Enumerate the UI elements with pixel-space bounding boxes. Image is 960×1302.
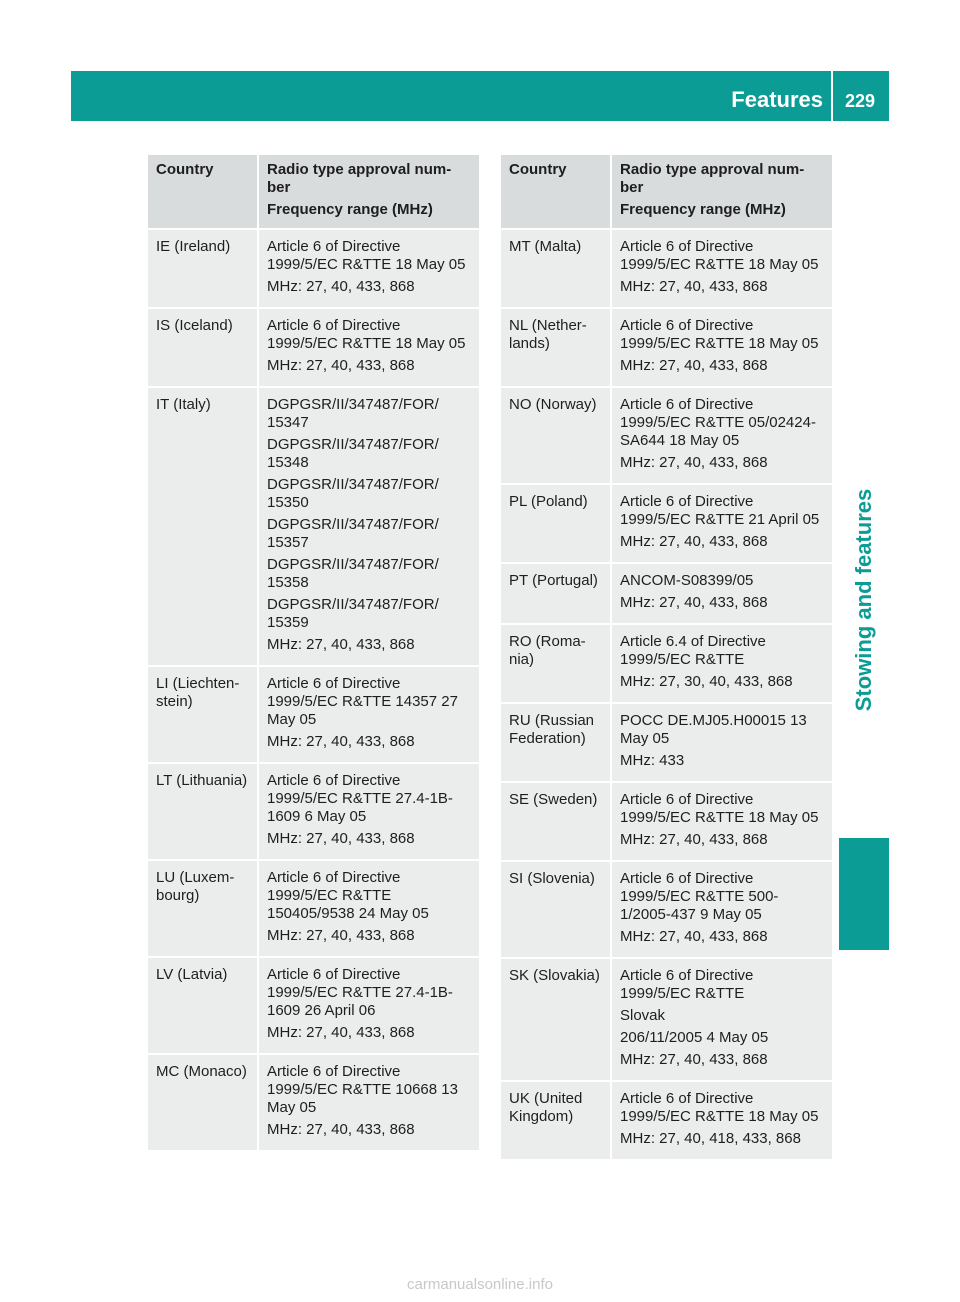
table-row [501, 484, 832, 563]
approval-line: Article 6 of Directive 1999/5/EC R&TTE 18 May 05 [620, 791, 819, 826]
country-cell: LT (Lithuania) [148, 763, 258, 860]
approval-line: MHz: 27, 40, 433, 868 [620, 533, 768, 550]
approval-line: DGPGSR/II/347487/FOR/ 15350 [267, 476, 439, 511]
page-number: 229 [845, 91, 876, 111]
country-cell: LU (Luxem-bourg) [148, 860, 258, 957]
approval-line: Article 6 of Directive 1999/5/EC R&TTE 10668 13 May 05 [267, 1063, 458, 1116]
approval-cell [258, 957, 479, 1054]
country-cell: IE (Ireland) [148, 229, 258, 308]
approval-line: Article 6 of Directive 1999/5/EC R&TTE [620, 967, 754, 1002]
approval-cell [611, 958, 832, 1081]
approval-table-left [148, 155, 479, 1150]
approval-cell [258, 666, 479, 763]
approval-line: MHz: 27, 40, 433, 868 [267, 278, 415, 295]
country-cell: NL (Nether-lands) [501, 308, 611, 387]
table-row [501, 563, 832, 624]
approval-cell [258, 1054, 479, 1150]
approval-line: ANCOM-S08399/05 [620, 572, 754, 589]
approval-cell [258, 229, 479, 308]
approval-column-header [258, 155, 479, 229]
approval-line: MHz: 27, 40, 433, 868 [620, 928, 768, 945]
header-divider [831, 71, 833, 121]
country-cell: SI (Slovenia) [501, 861, 611, 958]
section-title: Features [731, 87, 823, 112]
approval-line: MHz: 27, 40, 433, 868 [620, 1051, 768, 1068]
country-cell: IT (Italy) [148, 387, 258, 666]
table-row [148, 763, 479, 860]
approval-line: 206/11/2005 4 May 05 [620, 1029, 769, 1046]
country-column-header: Country [501, 155, 611, 229]
frequency-header-line: Frequency range (MHz) [620, 201, 786, 218]
approval-line: MHz: 27, 40, 433, 868 [620, 357, 768, 374]
table-header-row [148, 155, 479, 229]
approval-header-line: Radio type approval num-ber [620, 161, 805, 196]
country-cell: MC (Monaco) [148, 1054, 258, 1150]
table-row [501, 229, 832, 308]
approval-line: DGPGSR/II/347487/FOR/ 15357 [267, 516, 439, 551]
table-row [148, 957, 479, 1054]
approval-line: Article 6 of Directive 1999/5/EC R&TTE 21 April 05 [620, 493, 820, 528]
approval-line: MHz: 27, 40, 433, 868 [620, 278, 768, 295]
approval-line: DGPGSR/II/347487/FOR/ 15358 [267, 556, 439, 591]
approval-header-line: Radio type approval num-ber [267, 161, 452, 196]
country-cell: RO (Roma-nia) [501, 624, 611, 703]
approval-line: MHz: 27, 40, 433, 868 [267, 733, 415, 750]
approval-cell [258, 860, 479, 957]
approval-line: DGPGSR/II/347487/FOR/ 15347 [267, 396, 439, 431]
country-cell: PT (Portugal) [501, 563, 611, 624]
country-cell: MT (Malta) [501, 229, 611, 308]
table-body [148, 229, 479, 1150]
frequency-header-line: Frequency range (MHz) [267, 201, 433, 218]
table-row [501, 624, 832, 703]
chapter-marker-block [839, 838, 889, 950]
approval-line: MHz: 27, 40, 433, 868 [267, 357, 415, 374]
country-cell: PL (Poland) [501, 484, 611, 563]
approval-line: Article 6 of Directive 1999/5/EC R&TTE 150405/9538 24 May 05 [267, 869, 429, 922]
approval-cell [611, 624, 832, 703]
approval-cell [611, 308, 832, 387]
watermark-text: carmanualsonline.info [407, 1276, 553, 1293]
approval-cell [611, 782, 832, 861]
approval-line: Article 6 of Directive 1999/5/EC R&TTE 14357 27 May 05 [267, 675, 458, 728]
table-body [501, 229, 832, 1159]
page-header-bar [71, 71, 889, 121]
approval-cell [258, 763, 479, 860]
country-cell: LI (Liechten-stein) [148, 666, 258, 763]
table-row [501, 782, 832, 861]
country-cell: SE (Sweden) [501, 782, 611, 861]
approval-line: MHz: 27, 40, 418, 433, 868 [620, 1130, 801, 1147]
approval-cell [611, 387, 832, 484]
approval-line: Article 6.4 of Directive 1999/5/EC R&TTE [620, 633, 766, 668]
approval-line: Article 6 of Directive 1999/5/EC R&TTE 18 May 05 [620, 1090, 819, 1125]
approval-line: Article 6 of Directive 1999/5/EC R&TTE 18 May 05 [620, 238, 819, 273]
country-cell: IS (Iceland) [148, 308, 258, 387]
approval-line: Article 6 of Directive 1999/5/EC R&TTE 18 May 05 [267, 317, 466, 352]
table-row [501, 861, 832, 958]
table-row [148, 860, 479, 957]
approval-table-right [501, 155, 832, 1159]
country-cell: NO (Norway) [501, 387, 611, 484]
approval-cell [611, 563, 832, 624]
country-cell: SK (Slovakia) [501, 958, 611, 1081]
approval-line: MHz: 27, 40, 433, 868 [267, 830, 415, 847]
approval-cell [611, 484, 832, 563]
table-row [501, 308, 832, 387]
table-row [501, 958, 832, 1081]
table-row [501, 703, 832, 782]
table-row [501, 387, 832, 484]
country-cell: UK (United Kingdom) [501, 1081, 611, 1159]
table-header-row [501, 155, 832, 229]
table-row [148, 229, 479, 308]
approval-line: MHz: 27, 40, 433, 868 [620, 454, 768, 471]
approval-line: Article 6 of Directive 1999/5/EC R&TTE 27.4-1B-1609 26 April 06 [267, 966, 453, 1019]
approval-cell [611, 229, 832, 308]
approval-line: MHz: 27, 40, 433, 868 [267, 927, 415, 944]
table-row [148, 308, 479, 387]
approval-line: Article 6 of Directive 1999/5/EC R&TTE 18 May 05 [620, 317, 819, 352]
approval-line: MHz: 433 [620, 752, 685, 769]
approval-line: MHz: 27, 40, 433, 868 [267, 1121, 415, 1138]
country-column-header: Country [148, 155, 258, 229]
approval-line: MHz: 27, 40, 433, 868 [620, 831, 768, 848]
approval-line: Slovak [620, 1007, 666, 1024]
chapter-side-tab [839, 452, 889, 748]
approval-column-header [611, 155, 832, 229]
approval-cell [258, 308, 479, 387]
approval-line: POCC DE.MJ05.H00015 13 May 05 [620, 712, 807, 747]
table-row [148, 387, 479, 666]
approval-line: MHz: 27, 30, 40, 433, 868 [620, 673, 793, 690]
approval-cell [611, 1081, 832, 1159]
approval-line: Article 6 of Directive 1999/5/EC R&TTE 27.4-1B-1609 6 May 05 [267, 772, 453, 825]
approval-line: DGPGSR/II/347487/FOR/ 15348 [267, 436, 439, 471]
approval-cell [611, 861, 832, 958]
chapter-label: Stowing and features [851, 488, 876, 712]
table-row [148, 1054, 479, 1150]
table-row [501, 1081, 832, 1159]
approval-cell [258, 387, 479, 666]
table-row [148, 666, 479, 763]
approval-line: Article 6 of Directive 1999/5/EC R&TTE 500-1/2005-437 9 May 05 [620, 870, 779, 923]
approval-line: MHz: 27, 40, 433, 868 [267, 1024, 415, 1041]
approval-line: Article 6 of Directive 1999/5/EC R&TTE 18 May 05 [267, 238, 466, 273]
approval-line: Article 6 of Directive 1999/5/EC R&TTE 05/02424-SA644 18 May 05 [620, 396, 816, 449]
country-cell: LV (Latvia) [148, 957, 258, 1054]
approval-line: DGPGSR/II/347487/FOR/ 15359 [267, 596, 439, 631]
approval-line: MHz: 27, 40, 433, 868 [620, 594, 768, 611]
approval-line: MHz: 27, 40, 433, 868 [267, 636, 415, 653]
approval-cell [611, 703, 832, 782]
country-cell: RU (Russian Federation) [501, 703, 611, 782]
